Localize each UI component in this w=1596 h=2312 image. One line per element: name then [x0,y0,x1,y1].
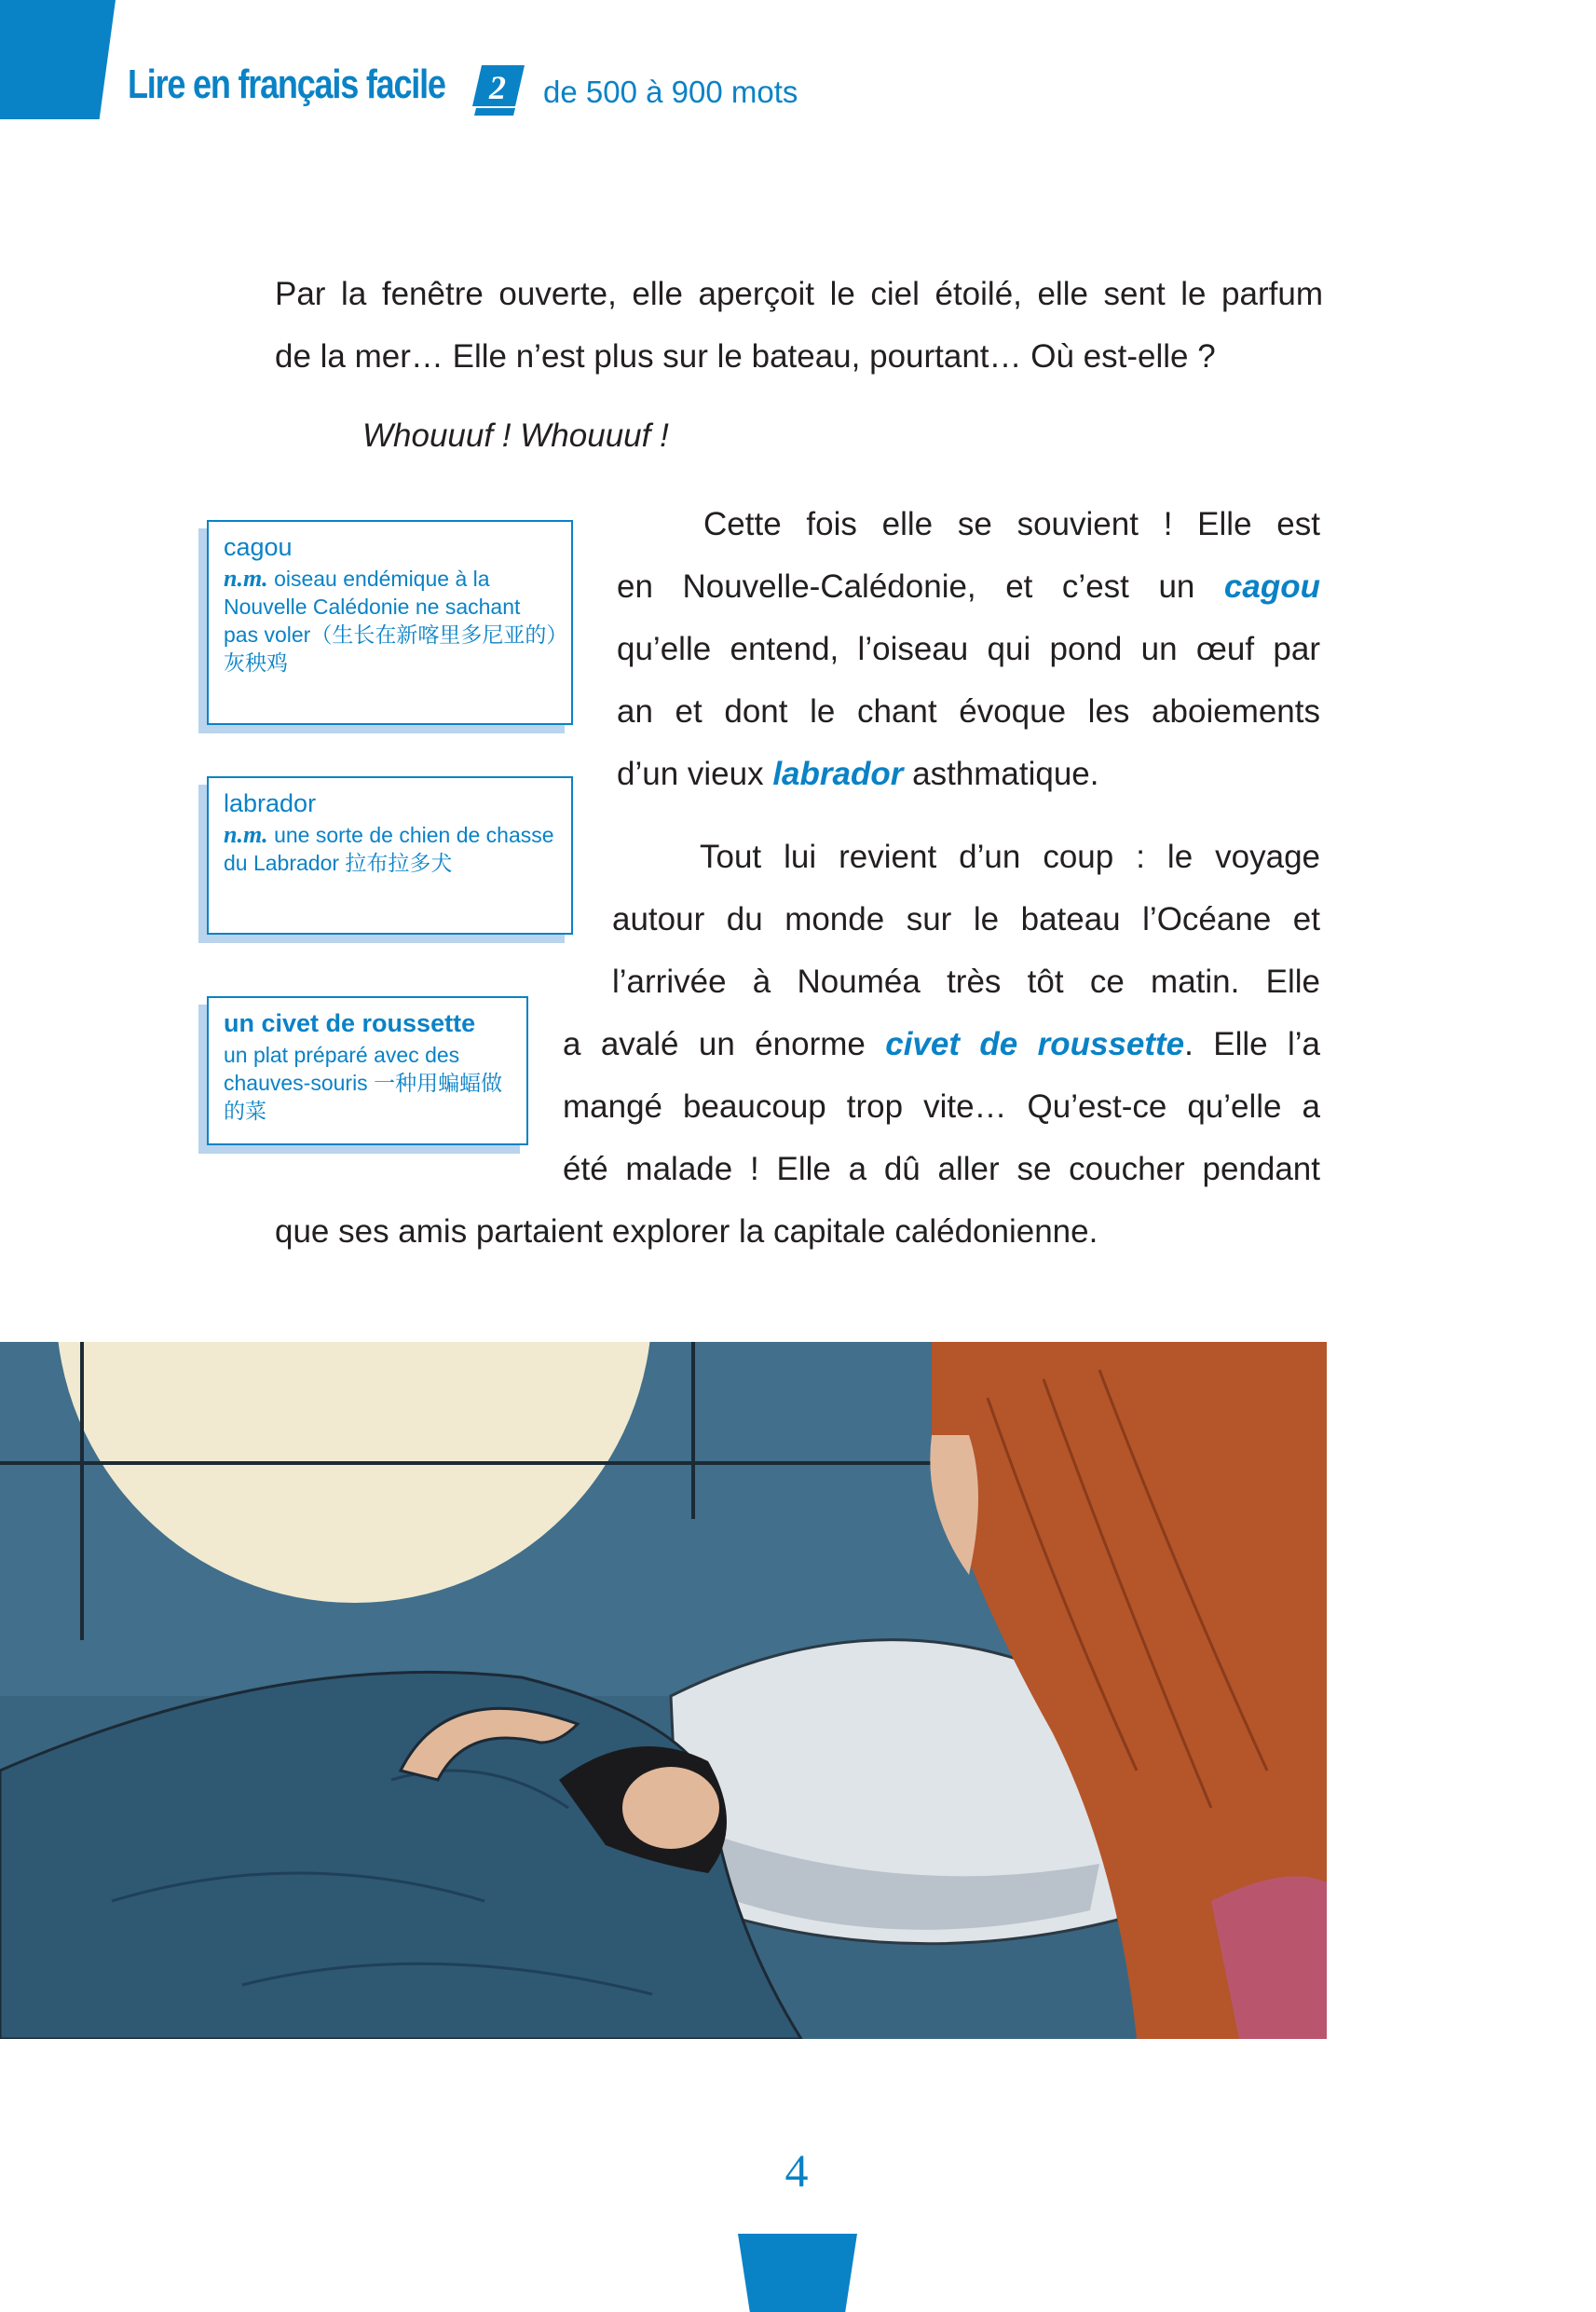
text-line: Tout lui revient d’un coup : le voyage [700,839,1320,875]
keyword-labrador[interactable]: labrador [772,756,904,792]
text-line: Par la fenêtre ouverte, elle aperçoit le ciel étoilé, elle sent le parfum [275,276,1323,312]
corner-tab [0,0,116,119]
glossary-term: cagou [224,533,293,561]
glossary-box-labrador [207,776,573,935]
text-line: mangé beaucoup trop vite… Qu’est-ce qu’elle a [563,1088,1320,1125]
page-number: 4 [784,2144,809,2196]
bottom-tab [738,2234,857,2312]
glossary-definition: n.m. une sorte de chien de chasse du Labrador 拉布拉多犬 [224,821,554,875]
glossary-definition: n.m. oiseau endémique à la Nouvelle Calédonie ne sachant pas voler（生长在新喀里多尼亚的）灰秧鸡 [224,565,557,675]
text-line: de la mer… Elle n’est plus sur le bateau, pourtant… Où est-elle ? [275,338,1216,375]
glossary-term: labrador [224,789,317,817]
text-line: an et dont le chant évoque les aboiements [617,693,1320,730]
sound-effect: Whouuuf ! Whouuuf ! [362,417,669,454]
keyword-cagou[interactable]: cagou [1223,568,1320,605]
keyword-civet[interactable]: civet de roussette [885,1026,1185,1062]
text-line: a avalé un énorme civet de roussette. Elle l’a [563,1026,1321,1062]
level-number: 2 [489,69,506,106]
text-line: que ses amis partaient explorer la capitale calédonienne. [275,1213,1098,1250]
level-range: de 500 à 900 mots [543,75,798,109]
series-title: Lire en français facile [128,62,445,107]
book-level-icon [472,65,525,116]
glossary-definition: un plat préparé avec des chauves-souris 一种用蝙蝠做的菜 [224,1043,503,1123]
glossary-box-civet [207,996,528,1145]
text-line: en Nouvelle-Calédonie, et c’est un cagou [617,568,1320,605]
text-line: d’un vieux labrador asthmatique. [617,756,1099,792]
text-line: l’arrivée à Nouméa très tôt ce matin. Elle [612,964,1320,1000]
paragraph-2 [617,493,1320,805]
glossary-box-cagou [207,520,573,725]
story-illustration [0,1342,1327,2039]
glossary-term: un civet de roussette [224,1009,476,1037]
paragraph-1 [275,263,1323,388]
text-line: été malade ! Elle a dû aller se coucher pendant [563,1151,1320,1187]
text-line: qu’elle entend, l’oiseau qui pond un œuf par [617,631,1320,667]
text-line: autour du monde sur le bateau l’Océane et [612,901,1320,937]
sleeping-girl-face [622,1767,719,1849]
text-line: Cette fois elle se souvient ! Elle est [703,506,1320,542]
